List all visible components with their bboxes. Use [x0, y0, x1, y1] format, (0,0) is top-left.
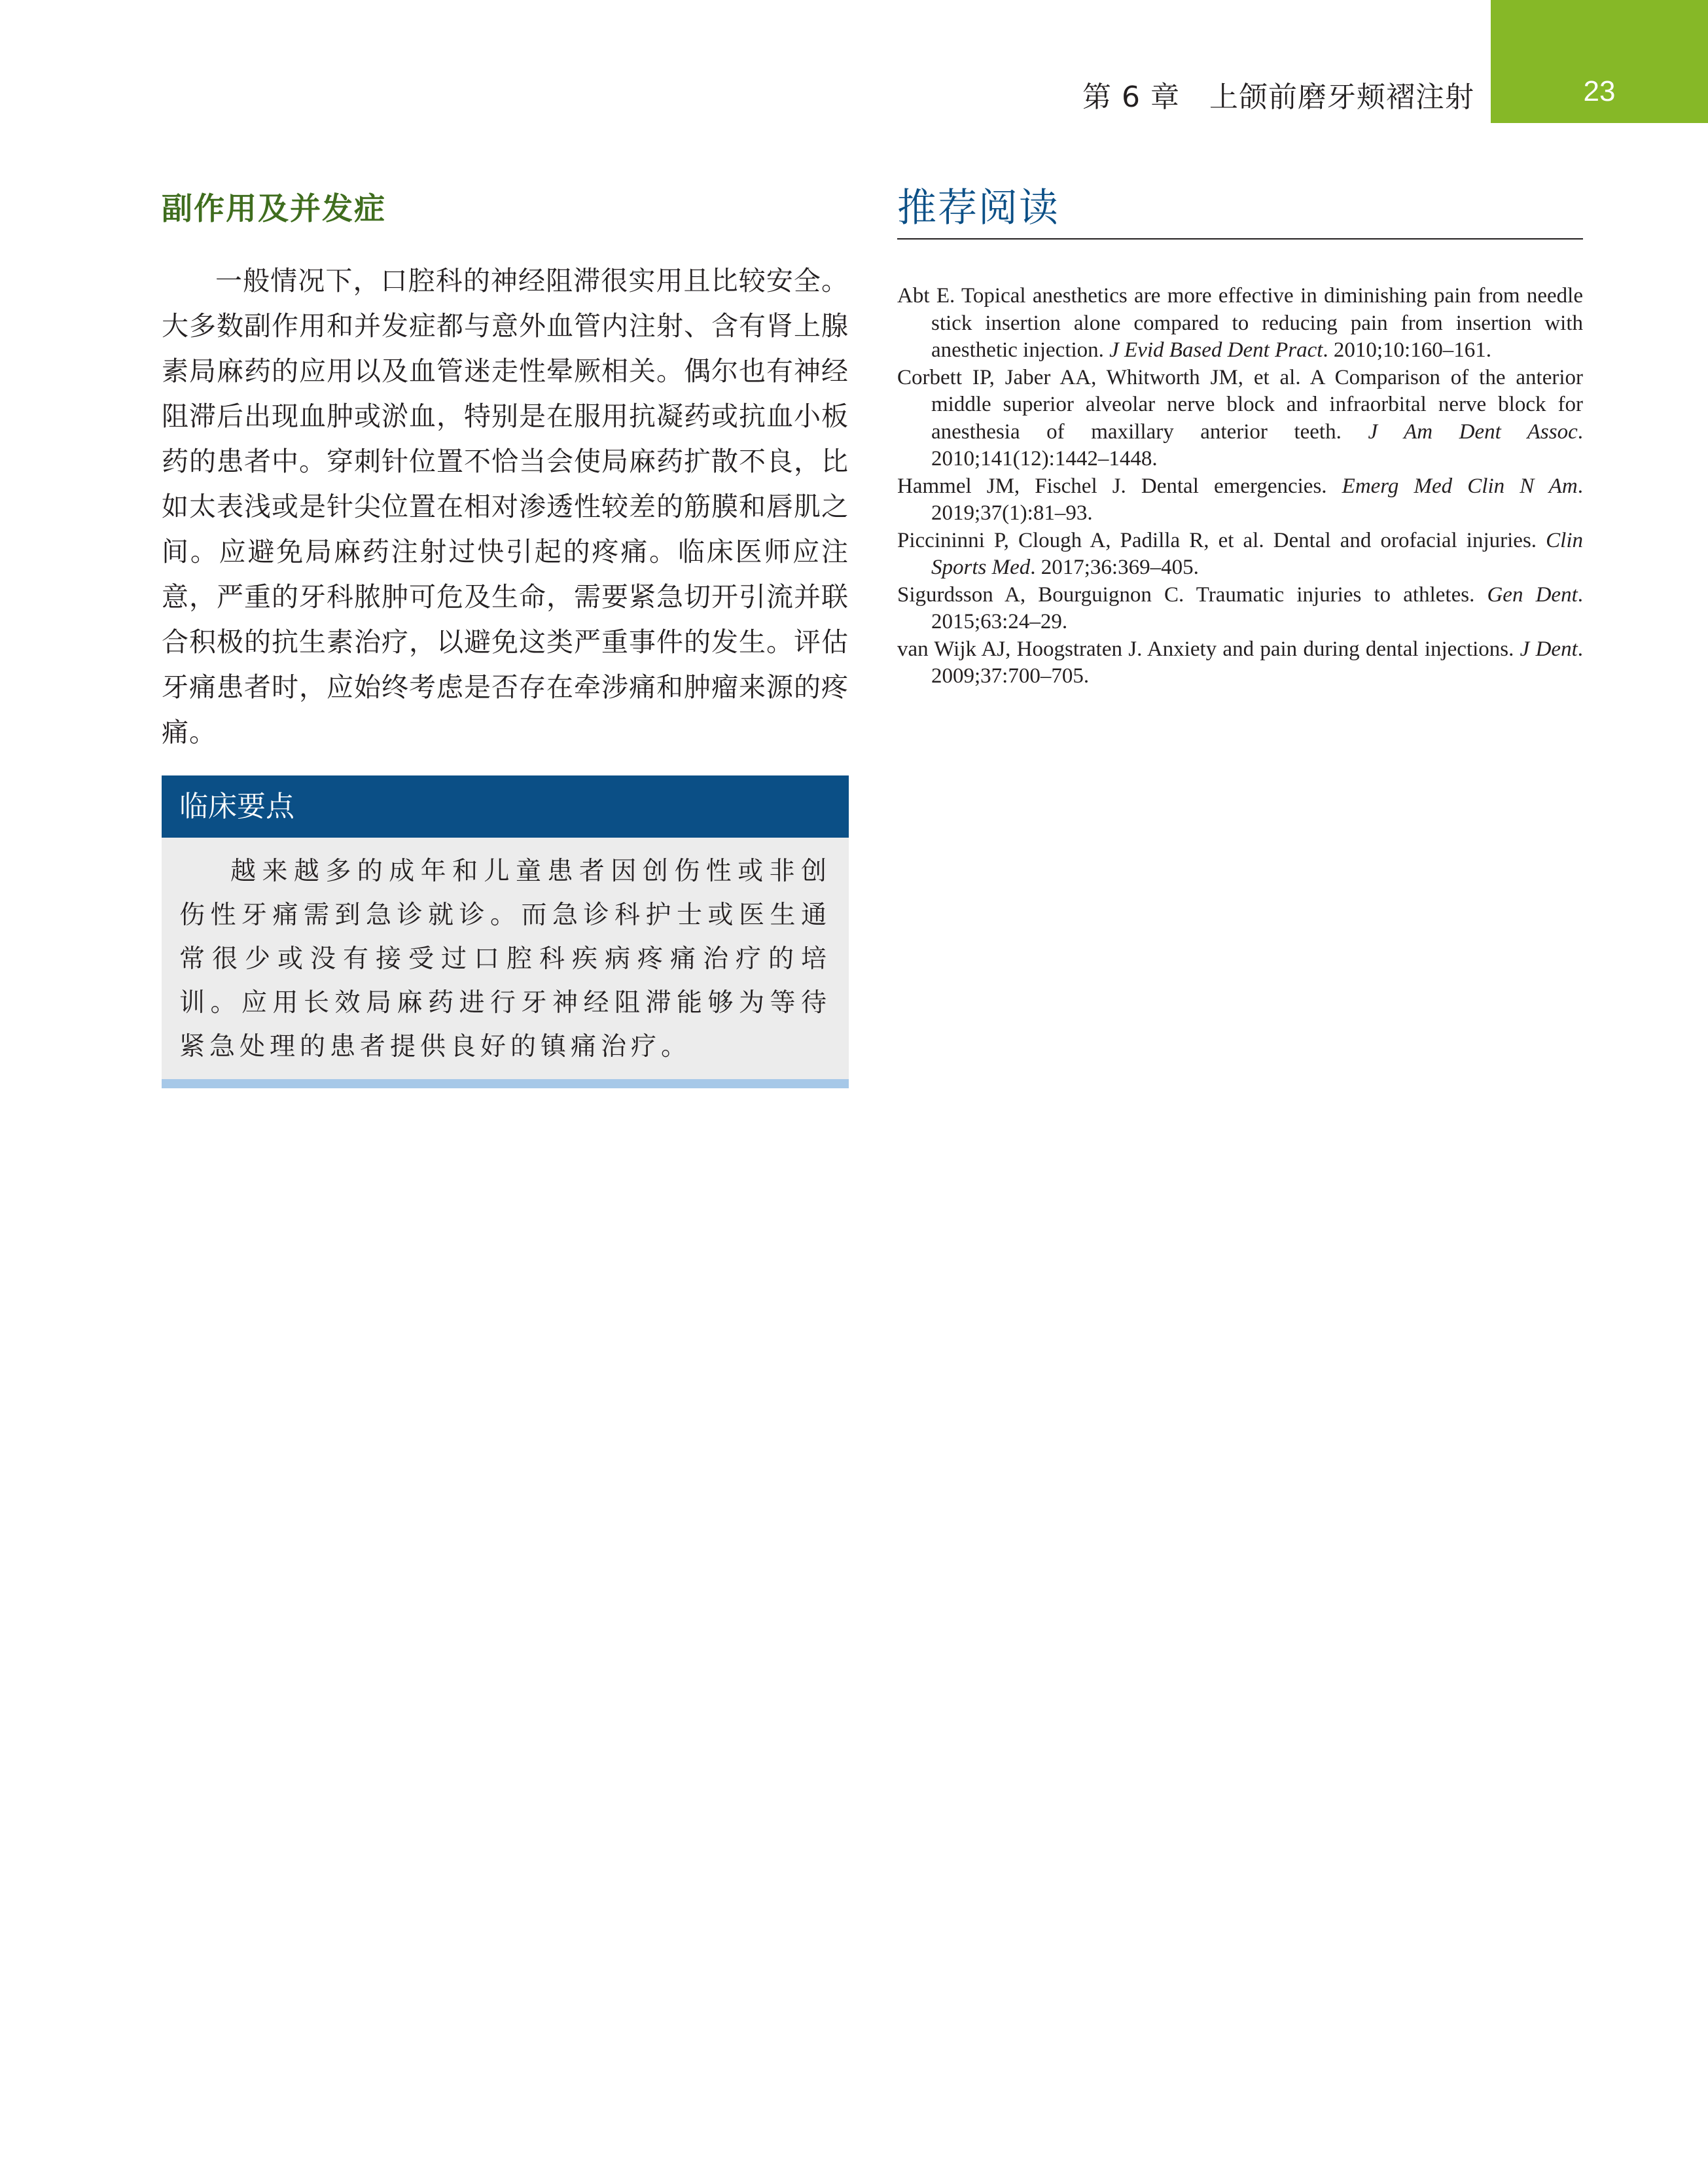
chapter-title: 第 6 章 上颌前磨牙颊褶注射 — [1082, 80, 1474, 114]
page-number: 23 — [1583, 75, 1616, 107]
side-effects-paragraph: 一般情况下，口腔科的神经阻滞很实用且比较安全。大多数副作用和并发症都与意外血管内注射、含有肾上腺素局麻药的应用以及血管迷走性晕厥相关。偶尔也有神经阻滞后出现血肿或淤血，特别是在服用抗凝药或抗血小板药的患者中。穿刺针位置不恰当会使局麻药扩散不良，比如太表浅或是针尖位置在相对渗透性较差的筋膜和唇肌之间。应避免局麻药注射过快引起的疼痛。临床医师应注意，严重的牙科脓肿可危及生命，需要紧急切开引流并联合积极的抗生素治疗，以避免这类严重事件的发生。评估牙痛患者时，应始终考虑是否存在牵涉痛和肿瘤来源的疼痛。 — [162, 265, 849, 748]
right-column — [897, 177, 1583, 690]
reference-item: Corbett IP, Jaber AA, Whitworth JM, et al. A Comparison of the anterior middle superior alveolar nerve block and infraorbital nerve block for anesthesia of maxillary anterior teeth. J Am Dent Assoc. 2010;141(12):1442–1448. — [897, 365, 1583, 471]
recommended-reading-heading: 推荐阅读 — [897, 177, 1583, 240]
section-heading-side-effects: 副作用及并发症 — [162, 191, 386, 227]
page-number-tab — [1491, 0, 1708, 123]
reference-item: Piccininni P, Clough A, Padilla R, et al. Dental and orofacial injuries. Clin Sports Med. 2017;36:369–405. — [897, 528, 1583, 579]
left-column — [162, 177, 849, 782]
clinical-points-heading: 临床要点 — [162, 775, 849, 838]
reference-item: Abt E. Topical anesthetics are more effective in diminishing pain from needle stick insertion alone compared to reducing pain from insertion with anesthetic injection. J Evid Based Dent Pract. 2010;10:160–161. — [897, 284, 1583, 362]
clinical-points-bottom-bar — [162, 1079, 849, 1088]
reference-item: Hammel JM, Fischel J. Dental emergencies. Emerg Med Clin N Am. 2019;37(1):81–93. — [897, 474, 1583, 525]
reference-list — [897, 283, 1583, 690]
reference-item: van Wijk AJ, Hoogstraten J. Anxiety and pain during dental injections. J Dent. 2009;37:700–705. — [897, 637, 1584, 688]
reference-item: Sigurdsson A, Bourguignon C. Traumatic injuries to athletes. Gen Dent. 2015;63:24–29. — [897, 582, 1583, 633]
clinical-points-box — [162, 775, 849, 1088]
clinical-points-text: 越来越多的成年和儿童患者因创伤性或非创伤性牙痛需到急诊就诊。而急诊科护士或医生通常很少或没有接受过口腔科疾病疼痛治疗的培训。应用长效局麻药进行牙神经阻滞能够为等待紧急处理的患者提供良好的镇痛治疗。 — [162, 838, 849, 1079]
